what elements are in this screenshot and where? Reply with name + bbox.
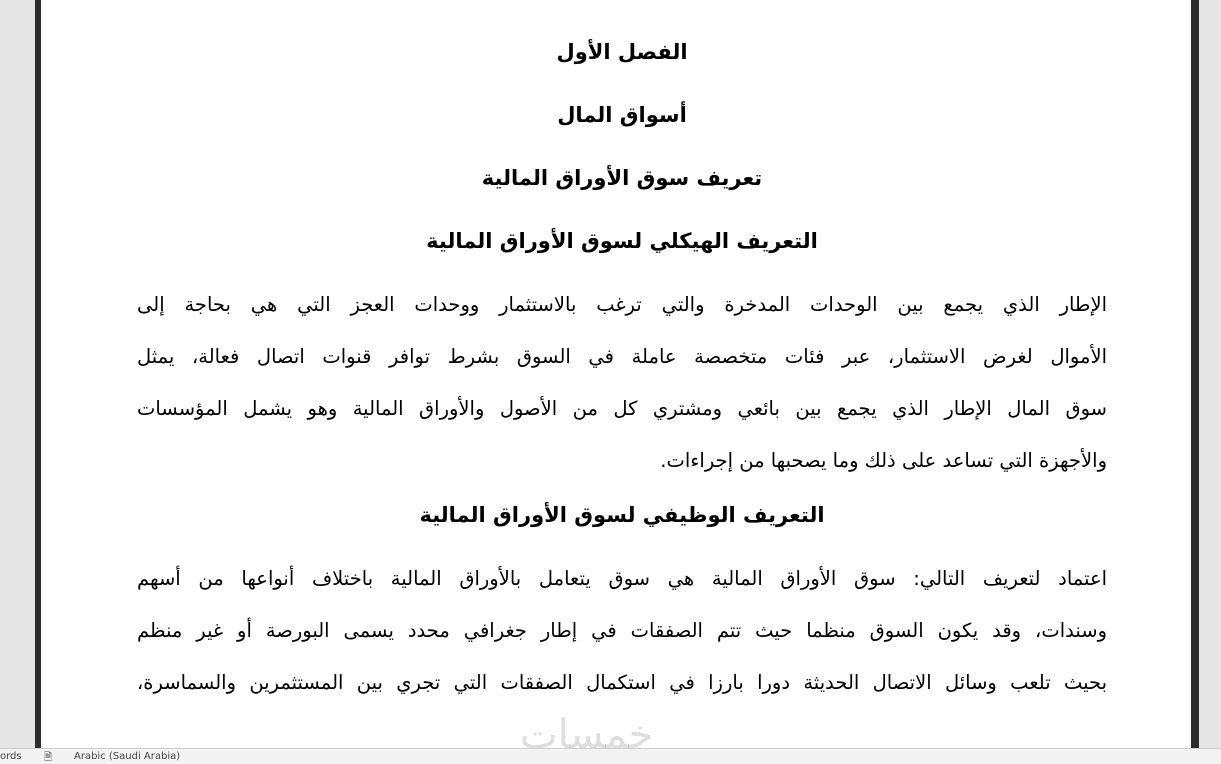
paragraph-line: الأموال لغرض الاستثمار، عبر فئات متخصصة عاملة في السوق بشرط توافر قنوات اتصال فعالة، يمثل [137,345,1107,368]
language-indicator[interactable]: Arabic (Saudi Arabia) [74,751,181,762]
status-bar [0,748,1221,764]
paragraph-functional [137,553,1107,709]
watermark-logo: خمسات [520,712,654,748]
heading-definition: تعريف سوق الأوراق المالية [481,166,763,190]
proofing-icon[interactable]: 🗎 [44,752,53,763]
document-page[interactable] [41,0,1191,748]
word-count[interactable]: ords [0,751,22,762]
paragraph-line: سوق المال الإطار الذي يجمع بين بائعي ومشتري كل من الأصول والأوراق المالية وهو يشمل المؤسسات [137,397,1107,420]
paragraph-line: والأجهزة التي تساعد على ذلك وما يصحبها من إجراءات. [660,449,1107,472]
chapter-title: الفصل الأول [556,40,688,64]
heading-functional: التعريف الوظيفي لسوق الأوراق المالية [419,503,825,527]
paragraph-line: اعتماد لتعريف التالي: سوق الأوراق المالية هي سوق يتعامل بالأوراق المالية باختلاف أنواعها من أسهم [137,567,1107,590]
paragraph-line: بحيث تلعب وسائل الاتصال الحديثة دورا بارزا في استكمال الصفقات التي تجري بين المستثمرين والسماسرة، [137,671,1107,694]
document-body[interactable] [137,36,1107,709]
section-title: أسواق المال [557,103,687,127]
paragraph-line: الإطار الذي يجمع بين الوحدات المدخرة والتي ترغب بالاستثمار ووحدات العجز التي هي بحاجة إلى [137,293,1107,316]
paragraph-structural [137,279,1107,487]
heading-structural: التعريف الهيكلي لسوق الأوراق المالية [426,229,818,253]
paragraph-line: وسندات، وقد يكون السوق منظما حيث تتم الصفقات في إطار جغرافي محدد يسمى البورصة أو غير منظم [137,619,1107,642]
